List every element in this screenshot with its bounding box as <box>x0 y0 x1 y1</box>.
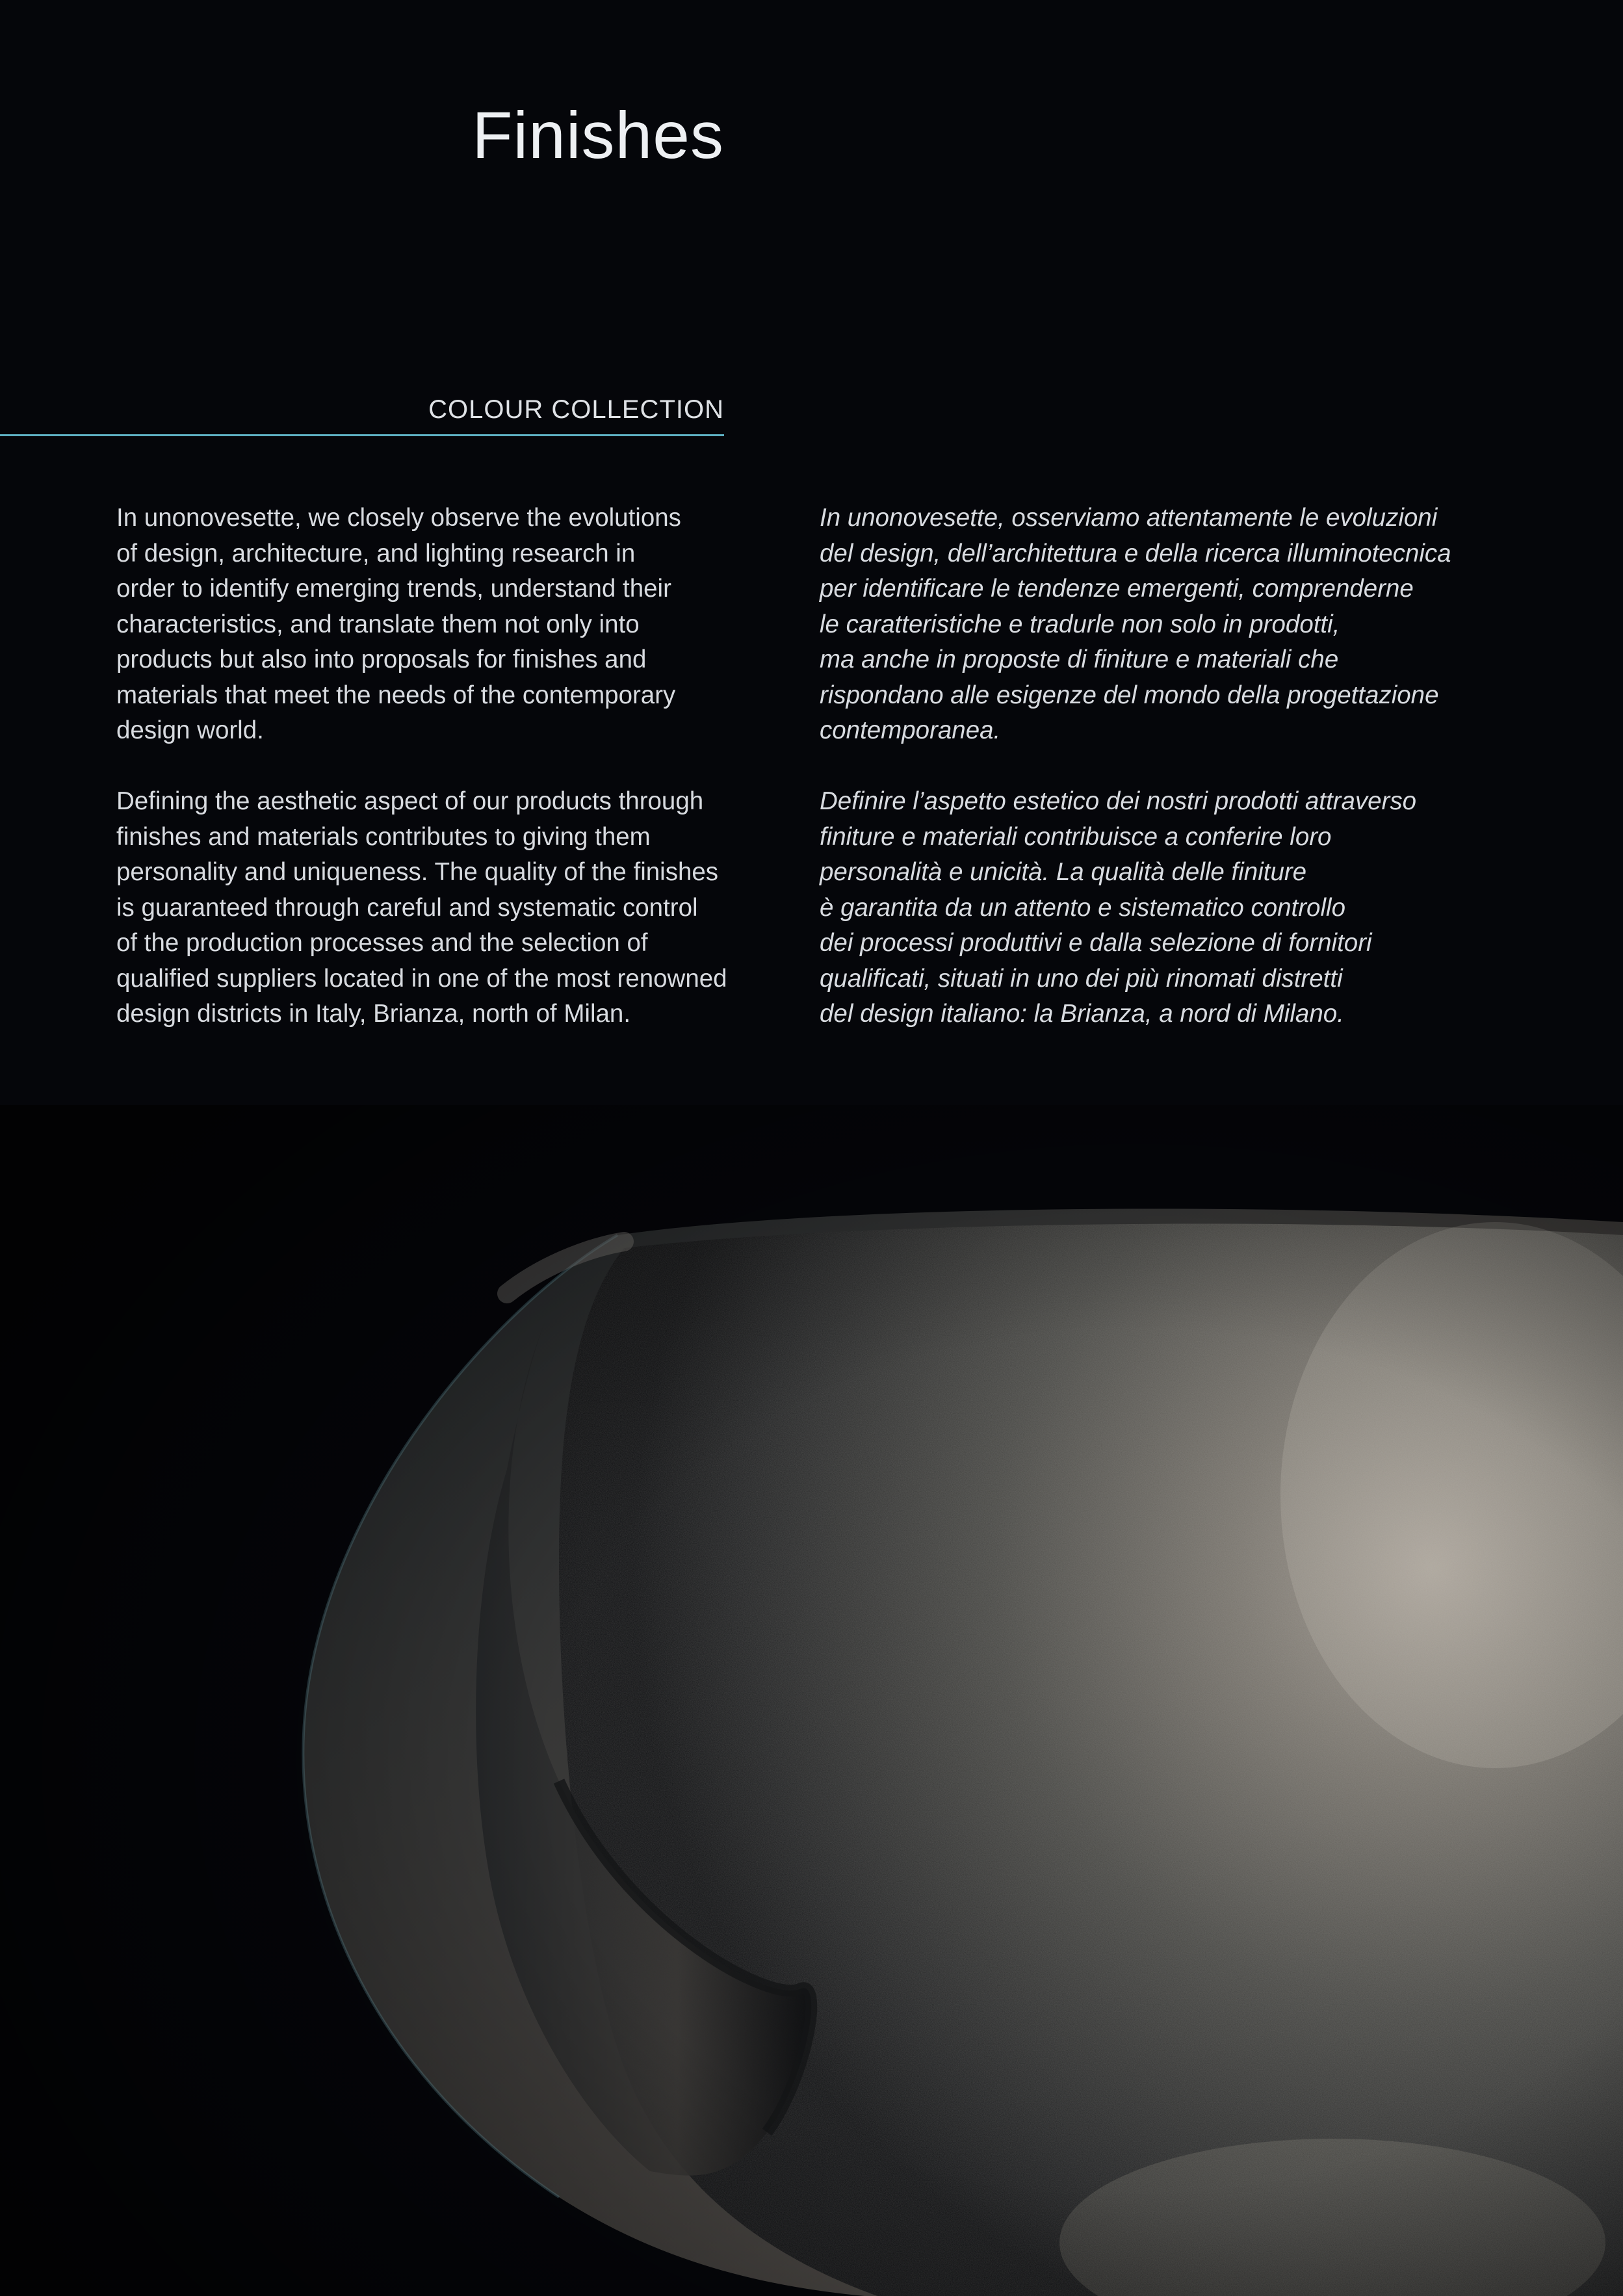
italian-paragraph-2: Definire l’aspetto estetico dei nostri prodotti attraverso finiture e materiali contribuisce a conferire loro personalità e unicità. La qualità delle finiture è garantita da un attento e sistematico controllo dei processi produttivi e dalla selezione di fornitori qualificati, situati in uno dei più rinomati distretti del design italiano: la Brianza, a nord di Milano. <box>820 787 1417 1028</box>
section-label: COLOUR COLLECTION <box>428 395 724 424</box>
english-paragraph-1: In unonovesette, we closely observe the evolutions of design, architecture, and lighting research in order to identify emerging trends, understand their characteristics, and translate them not only into products but also into proposals for finishes and materials that meet the needs of the contemporary design world. <box>116 504 681 744</box>
italian-text-column <box>820 501 1470 1067</box>
section-divider <box>0 434 724 436</box>
english-paragraph-2: Defining the aesthetic aspect of our products through finishes and materials contributes to giving them personality and uniqueness. The quality of the finishes is guaranteed through careful and systematic control of the production processes and the selection of qualified suppliers located in one of the most renowned design districts in Italy, Brianza, north of Milan. <box>116 787 727 1028</box>
metal-finish-photo <box>0 1105 1623 2296</box>
italian-paragraph-1: In unonovesette, osserviamo attentamente le evoluzioni del design, dell’architettura e della ricerca illuminotecnica per identificare le tendenze emergenti, comprenderne le caratteristiche e tradurle non solo in prodotti, ma anche in proposte di finiture e materiali che rispondano alle esigenze del mondo della progettazione contemporanea. <box>820 504 1451 744</box>
english-text-column <box>116 501 734 1067</box>
page-title: Finishes <box>472 98 724 172</box>
